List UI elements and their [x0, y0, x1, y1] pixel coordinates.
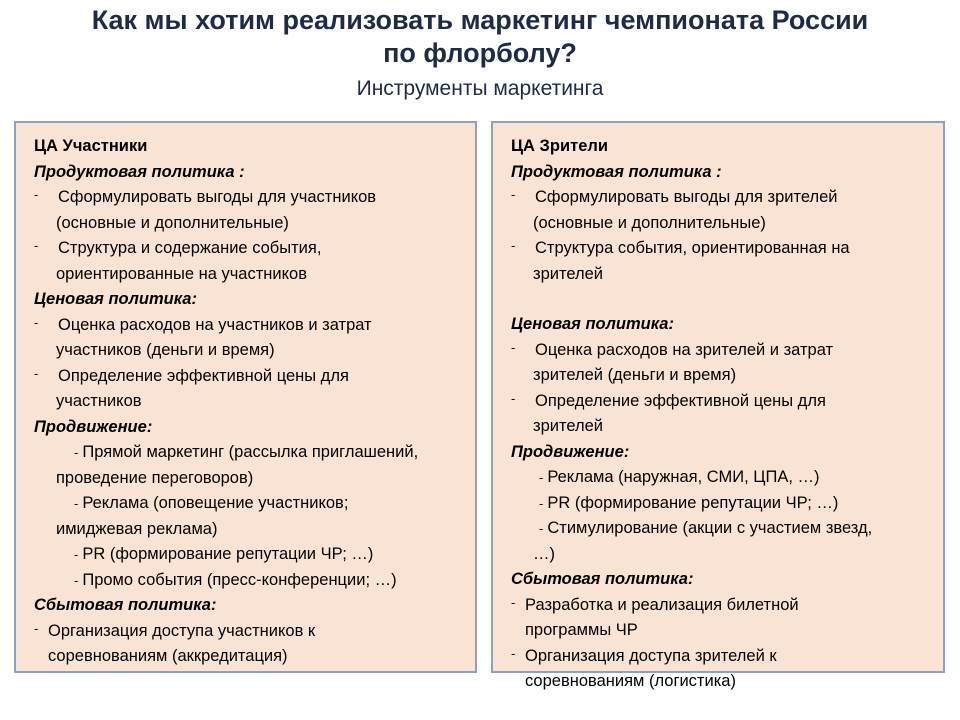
section-price: Ценовая политика:: [511, 315, 674, 333]
list-item: - Прямой маркетинг (рассылка приглашений,: [74, 443, 419, 461]
dash-bullet-icon: -: [539, 470, 544, 485]
section-sales: Сбытовая политика:: [511, 570, 694, 588]
list-item: - Сформулировать выгоды для зрителей: [511, 187, 838, 206]
list-item: - Оценка расходов на участников и затрат: [34, 314, 372, 334]
list-item-continuation: программы ЧР: [525, 621, 638, 639]
dash-bullet-icon: -: [34, 314, 39, 330]
list-item: - Структура и содержание события,: [34, 238, 322, 257]
list-item-continuation: проведение переговоров): [56, 468, 254, 487]
audience-participants-panel: [14, 121, 477, 673]
dash-bullet-icon: -: [74, 496, 79, 511]
dash-bullet-icon: -: [34, 365, 39, 381]
list-item: - PR (формирование репутации ЧР; …): [539, 493, 839, 512]
dash-bullet-icon: -: [511, 238, 516, 253]
list-item: - Стимулирование (акции с участием звезд,: [539, 519, 873, 537]
dash-bullet-icon: -: [34, 187, 39, 202]
list-item-continuation: зрителей: [533, 417, 603, 435]
list-item-continuation: …): [533, 544, 555, 563]
section-promotion: Продвижение:: [511, 442, 630, 461]
list-item: - Оценка расходов на зрителей и затрат: [511, 339, 834, 359]
panel-heading: ЦА Зрители: [511, 137, 608, 155]
section-price: Ценовая политика:: [34, 290, 197, 308]
page-subtitle: Инструменты маркетинга: [356, 77, 604, 100]
dash-bullet-icon: -: [511, 594, 516, 610]
list-item-continuation: (основные и дополнительные): [56, 213, 289, 232]
list-item: - Определение эффективной цены для: [34, 365, 349, 385]
list-item-continuation: участников (деньги и время): [56, 341, 275, 359]
dash-bullet-icon: -: [74, 572, 79, 588]
dash-bullet-icon: -: [74, 445, 79, 460]
section-product: Продуктовая политика :: [511, 162, 722, 181]
list-item: - Определение эффективной цены для: [511, 390, 826, 410]
spacer: [493, 287, 943, 312]
dash-bullet-icon: -: [74, 547, 79, 562]
list-item: - Сформулировать выгоды для участников: [34, 187, 377, 206]
dash-bullet-icon: -: [539, 495, 544, 511]
list-item: - Промо события (пресс-конференции; …): [74, 570, 397, 589]
list-item: - Структура события, ориентированная на: [511, 238, 850, 257]
list-item: - Разработка и реализация билетной: [511, 594, 799, 614]
list-item: - Реклама (наружная, СМИ, ЦПА, …): [539, 468, 820, 486]
list-item: - Организация доступа участников к: [34, 620, 316, 640]
section-product: Продуктовая политика :: [34, 162, 245, 181]
list-item: - PR (формирование репутации ЧР; …): [74, 545, 374, 563]
list-item-continuation: зрителей: [533, 264, 603, 283]
list-item-continuation: соревнованиям (аккредитация): [48, 647, 288, 665]
page-title: [0, 4, 960, 70]
list-item-continuation: (основные и дополнительные): [533, 213, 766, 232]
dash-bullet-icon: -: [511, 339, 516, 355]
list-item: - Организация доступа зрителей к: [511, 645, 777, 665]
dash-bullet-icon: -: [511, 390, 516, 406]
list-item-continuation: участников: [56, 392, 142, 410]
list-item: - Реклама (оповещение участников;: [74, 494, 349, 512]
dash-bullet-icon: -: [511, 187, 516, 202]
list-item-continuation: соревнованиям (логистика): [525, 672, 736, 690]
section-promotion: Продвижение:: [34, 417, 153, 436]
title-line-2: по флорболу?: [383, 38, 577, 68]
audience-spectators-panel: [491, 121, 945, 690]
section-sales: Сбытовая политика:: [34, 596, 217, 614]
dash-bullet-icon: -: [539, 521, 544, 536]
list-item-continuation: ориентированные на участников: [56, 264, 307, 283]
dash-bullet-icon: -: [34, 620, 39, 636]
dash-bullet-icon: -: [511, 645, 516, 661]
dash-bullet-icon: -: [34, 238, 39, 253]
list-item-continuation: имиджевая реклама): [56, 519, 218, 538]
panel-heading: ЦА Участники: [34, 137, 148, 155]
title-line-1: Как мы хотим реализовать маркетинг чемпионата России: [91, 5, 869, 35]
list-item-continuation: зрителей (деньги и время): [533, 366, 737, 384]
